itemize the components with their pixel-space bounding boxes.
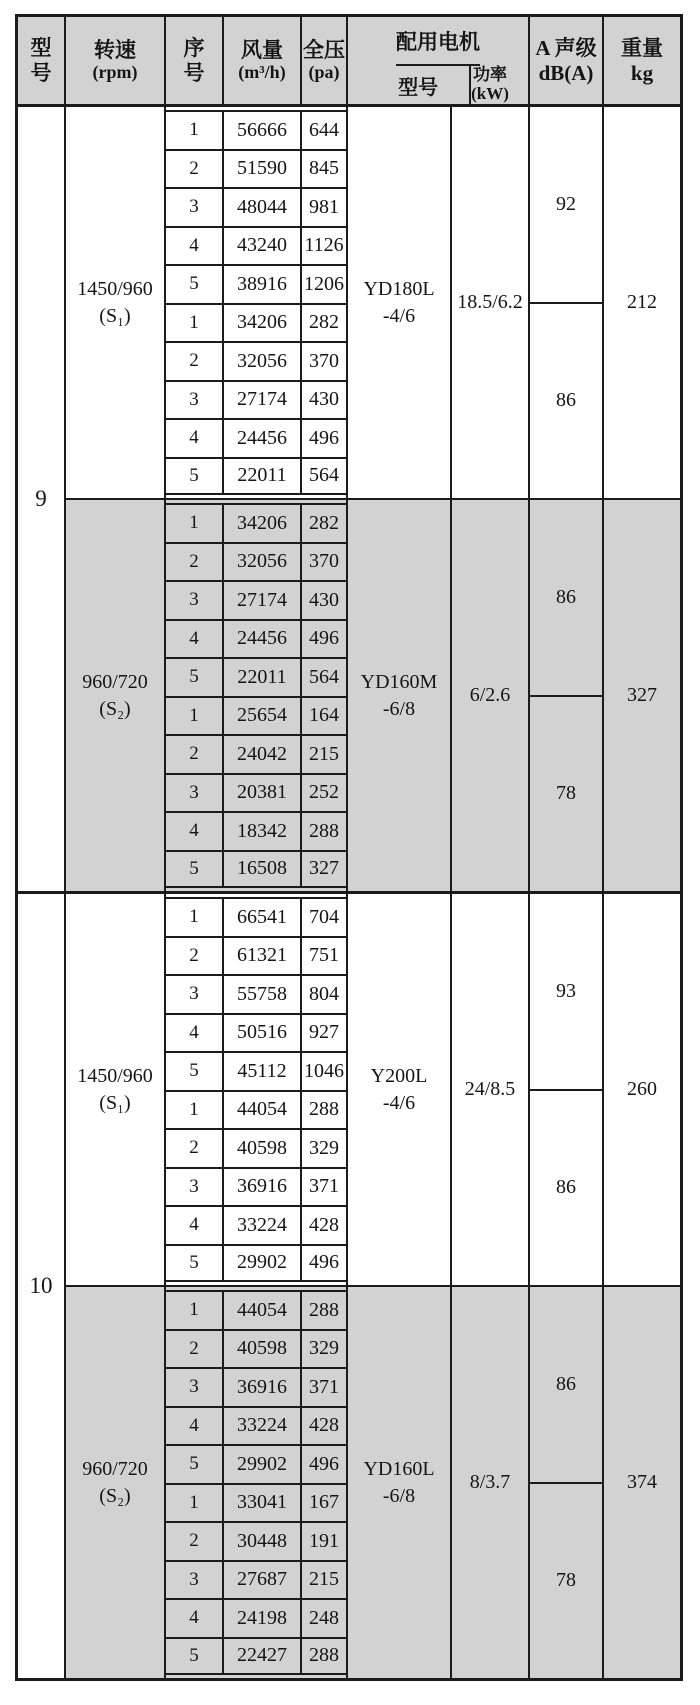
air-flow-value: 22011: [224, 659, 302, 696]
performance-row: [166, 1090, 346, 1129]
col-header-flow: [222, 17, 300, 104]
motor-model-line2: -4/6: [382, 304, 416, 327]
performance-grid: [164, 1287, 346, 1678]
air-flow-value: 33224: [224, 1408, 302, 1445]
performance-row: [166, 542, 346, 581]
performance-row: [166, 657, 346, 696]
row-index-value: 4: [166, 1015, 224, 1052]
performance-row: [166, 380, 346, 419]
row-index-value: 4: [166, 420, 224, 457]
performance-row: [166, 1367, 346, 1406]
motor-model-line2: -6/8: [382, 697, 416, 720]
row-index-value: 4: [166, 1408, 224, 1445]
row-index-value: 3: [166, 582, 224, 619]
performance-row: [166, 850, 346, 889]
speed-value: 960/720: [82, 1457, 148, 1480]
total-pressure-value: 496: [309, 627, 339, 650]
speed-duty: (S₁): [99, 1091, 131, 1114]
noise-value-bottom: 86: [556, 1176, 576, 1199]
total-pressure-value: 371: [309, 1375, 339, 1398]
total-pressure-value: 845: [309, 157, 339, 180]
air-flow-value: 32056: [224, 544, 302, 581]
model-number: 9: [18, 107, 64, 891]
total-pressure-value: 370: [309, 349, 339, 372]
air-flow-value: 36916: [224, 1369, 302, 1406]
air-flow-value: 61321: [224, 938, 302, 975]
speed-value: 1450/960: [77, 1064, 153, 1087]
total-pressure-value: 327: [309, 857, 339, 880]
col-header-model-char2: 号: [30, 60, 52, 85]
total-pressure-value: 644: [309, 118, 339, 141]
weight-cell: 212: [602, 107, 680, 498]
performance-row: [166, 110, 346, 149]
performance-row: [166, 811, 346, 850]
performance-row: [166, 187, 346, 226]
performance-row: [166, 1290, 346, 1329]
air-flow-value: 55758: [224, 976, 302, 1013]
speed-cell: [64, 500, 164, 891]
performance-row: [166, 1483, 346, 1522]
air-flow-value: 56666: [224, 112, 302, 149]
total-pressure-value: 288: [309, 1644, 339, 1667]
col-header-motor-group-label: 配用电机: [396, 17, 480, 66]
air-flow-value: 50516: [224, 1015, 302, 1052]
row-index-value: 1: [166, 1292, 224, 1329]
total-pressure-value: 282: [309, 311, 339, 334]
air-flow-value: 66541: [224, 899, 302, 936]
air-flow-value: 27174: [224, 382, 302, 419]
row-index-value: 5: [166, 1639, 224, 1674]
col-header-noise: [528, 17, 602, 104]
air-flow-value: 34206: [224, 505, 302, 542]
power-cell: 18.5/6.2: [450, 107, 528, 498]
performance-row: [166, 974, 346, 1013]
total-pressure-value: 496: [309, 1452, 339, 1475]
row-index-value: 3: [166, 382, 224, 419]
total-pressure-value: 564: [309, 464, 339, 487]
row-index-value: 2: [166, 1130, 224, 1167]
motor-model-line1: YD160M: [360, 670, 438, 693]
motor-model-line1: YD160L: [363, 1457, 435, 1480]
air-flow-value: 22427: [224, 1639, 302, 1674]
col-header-power-label: 功率: [473, 65, 507, 85]
performance-row: [166, 773, 346, 812]
total-pressure-value: 804: [309, 982, 339, 1005]
air-flow-value: 20381: [224, 775, 302, 812]
performance-row: [166, 1329, 346, 1368]
speed-value: 1450/960: [77, 277, 153, 300]
air-flow-value: 30448: [224, 1523, 302, 1560]
row-index-value: 1: [166, 899, 224, 936]
performance-row: [166, 457, 346, 496]
performance-row: [166, 503, 346, 542]
noise-value-top: 86: [530, 500, 602, 697]
row-index-value: 3: [166, 976, 224, 1013]
model-9-sections: [64, 107, 680, 891]
noise-value-top: 92: [530, 107, 602, 304]
col-header-model: [18, 17, 64, 104]
section-model10-s2: [64, 1285, 680, 1678]
total-pressure-value: 288: [309, 1098, 339, 1121]
power-cell: 8/3.7: [450, 1287, 528, 1678]
performance-row: [166, 1013, 346, 1052]
noise-cell: [528, 107, 602, 498]
total-pressure-value: 1126: [304, 234, 344, 257]
motor-model-cell: [346, 107, 450, 498]
row-index-value: 3: [166, 1562, 224, 1599]
total-pressure-value: 371: [309, 1175, 339, 1198]
air-flow-value: 16508: [224, 852, 302, 887]
weight-cell: 260: [602, 894, 680, 1285]
total-pressure-value: 430: [309, 588, 339, 611]
total-pressure-value: 496: [309, 426, 339, 449]
performance-row: [166, 1444, 346, 1483]
row-index-value: 1: [166, 698, 224, 735]
row-index-value: 2: [166, 343, 224, 380]
air-flow-value: 27687: [224, 1562, 302, 1599]
total-pressure-value: 191: [309, 1529, 339, 1552]
row-index-value: 2: [166, 1523, 224, 1560]
power-cell: 24/8.5: [450, 894, 528, 1285]
total-pressure-value: 215: [309, 742, 339, 765]
col-header-model-char1: 型: [30, 35, 52, 60]
total-pressure-value: 288: [309, 819, 339, 842]
air-flow-value: 45112: [224, 1053, 302, 1090]
air-flow-value: 24198: [224, 1600, 302, 1637]
weight-cell: 374: [602, 1287, 680, 1678]
col-header-pressure-label: 全压: [303, 37, 345, 62]
col-header-noise-label: A 声级: [535, 35, 597, 60]
row-index-value: 5: [166, 1053, 224, 1090]
row-index-value: 5: [166, 1246, 224, 1281]
motor-model-line2: -6/8: [382, 1484, 416, 1507]
row-index-value: 4: [166, 1207, 224, 1244]
total-pressure-value: 564: [309, 665, 339, 688]
performance-row: [166, 1598, 346, 1637]
noise-value-bottom: 78: [556, 782, 576, 805]
row-index-value: 2: [166, 1331, 224, 1368]
air-flow-value: 29902: [224, 1246, 302, 1281]
col-header-index: [164, 17, 222, 104]
performance-row: [166, 580, 346, 619]
total-pressure-value: 981: [309, 195, 339, 218]
total-pressure-value: 167: [309, 1491, 339, 1514]
motor-model-line2: -4/6: [382, 1091, 416, 1114]
row-index-value: 2: [166, 938, 224, 975]
performance-grid: [164, 107, 346, 498]
speed-duty: (S₂): [99, 1484, 131, 1507]
air-flow-value: 51590: [224, 151, 302, 188]
performance-row: [166, 264, 346, 303]
row-index-value: 4: [166, 1600, 224, 1637]
total-pressure-value: 1046: [304, 1059, 344, 1082]
noise-value-bottom: 78: [556, 1569, 576, 1592]
noise-cell: [528, 1287, 602, 1678]
performance-row: [166, 303, 346, 342]
noise-value-top: 86: [530, 1287, 602, 1484]
performance-row: [166, 1244, 346, 1283]
section-model10-s1: [64, 894, 680, 1285]
row-index-value: 1: [166, 112, 224, 149]
performance-row: [166, 1406, 346, 1445]
power-cell: 6/2.6: [450, 500, 528, 891]
col-header-flow-unit: (m³/h): [238, 62, 286, 83]
performance-row: [166, 619, 346, 658]
total-pressure-value: 215: [309, 1568, 339, 1591]
performance-row: [166, 897, 346, 936]
air-flow-value: 33041: [224, 1485, 302, 1522]
row-index-value: 1: [166, 1092, 224, 1129]
total-pressure-value: 430: [309, 388, 339, 411]
total-pressure-value: 496: [309, 1251, 339, 1274]
col-header-speed: [64, 17, 164, 104]
col-header-pressure: [300, 17, 346, 104]
performance-row: [166, 1560, 346, 1599]
performance-row: [166, 226, 346, 265]
air-flow-value: 24456: [224, 420, 302, 457]
performance-row: [166, 936, 346, 975]
motor-model-cell: [346, 500, 450, 891]
speed-value: 960/720: [82, 670, 148, 693]
col-header-index-char1: 序: [183, 35, 205, 60]
air-flow-value: 40598: [224, 1130, 302, 1167]
noise-value-bottom: 86: [556, 389, 576, 412]
section-model9-s2: [64, 498, 680, 891]
row-index-value: 2: [166, 736, 224, 773]
motor-model-line1: YD180L: [363, 277, 435, 300]
row-index-value: 4: [166, 228, 224, 265]
speed-duty: (S₁): [99, 304, 131, 327]
col-header-power-unit: (kW): [471, 84, 509, 103]
performance-row: [166, 1521, 346, 1560]
row-index-value: 5: [166, 1446, 224, 1483]
col-header-motor-model: 型号: [367, 66, 471, 104]
total-pressure-value: 428: [309, 1414, 339, 1437]
col-header-motor-group: [346, 17, 528, 104]
row-index-value: 4: [166, 621, 224, 658]
performance-row: [166, 1167, 346, 1206]
performance-row: [166, 696, 346, 735]
total-pressure-value: 751: [309, 944, 339, 967]
speed-cell: [64, 894, 164, 1285]
performance-row: [166, 418, 346, 457]
performance-row: [166, 1051, 346, 1090]
col-header-weight-label: 重量: [621, 35, 663, 60]
performance-row: [166, 1205, 346, 1244]
row-index-value: 5: [166, 852, 224, 887]
performance-row: [166, 1128, 346, 1167]
row-index-value: 1: [166, 305, 224, 342]
row-index-value: 2: [166, 544, 224, 581]
total-pressure-value: 248: [309, 1606, 339, 1629]
air-flow-value: 27174: [224, 582, 302, 619]
model-10-sections: [64, 894, 680, 1678]
weight-cell: 327: [602, 500, 680, 891]
motor-model-cell: [346, 894, 450, 1285]
air-flow-value: 44054: [224, 1092, 302, 1129]
col-header-pressure-unit: (pa): [308, 62, 340, 83]
noise-cell: [528, 894, 602, 1285]
row-index-value: 3: [166, 1369, 224, 1406]
air-flow-value: 40598: [224, 1331, 302, 1368]
speed-cell: [64, 1287, 164, 1678]
row-index-value: 3: [166, 1169, 224, 1206]
total-pressure-value: 329: [309, 1337, 339, 1360]
air-flow-value: 24456: [224, 621, 302, 658]
row-index-value: 3: [166, 189, 224, 226]
row-index-value: 5: [166, 459, 224, 494]
noise-value-top: 93: [530, 894, 602, 1091]
total-pressure-value: 164: [309, 704, 339, 727]
performance-row: [166, 149, 346, 188]
air-flow-value: 18342: [224, 813, 302, 850]
total-pressure-value: 329: [309, 1136, 339, 1159]
total-pressure-value: 282: [309, 511, 339, 534]
row-index-value: 5: [166, 659, 224, 696]
section-model9-s1: [64, 107, 680, 498]
motor-model-line1: Y200L: [370, 1064, 428, 1087]
performance-row: [166, 1637, 346, 1676]
row-index-value: 4: [166, 813, 224, 850]
table-header: [18, 17, 680, 107]
col-header-index-char2: 号: [183, 60, 205, 85]
row-index-value: 1: [166, 505, 224, 542]
total-pressure-value: 1206: [304, 272, 344, 295]
performance-grid: [164, 500, 346, 891]
air-flow-value: 24042: [224, 736, 302, 773]
air-flow-value: 32056: [224, 343, 302, 380]
total-pressure-value: 428: [309, 1213, 339, 1236]
row-index-value: 5: [166, 266, 224, 303]
col-header-power: [471, 66, 509, 104]
air-flow-value: 36916: [224, 1169, 302, 1206]
motor-model-cell: [346, 1287, 450, 1678]
col-header-flow-label: 风量: [241, 37, 283, 62]
fan-spec-table: [15, 14, 683, 1681]
speed-duty: (S₂): [99, 697, 131, 720]
noise-cell: [528, 500, 602, 891]
performance-row: [166, 734, 346, 773]
performance-grid: [164, 894, 346, 1285]
air-flow-value: 34206: [224, 305, 302, 342]
air-flow-value: 48044: [224, 189, 302, 226]
total-pressure-value: 252: [309, 781, 339, 804]
col-header-weight-unit: kg: [630, 60, 654, 85]
col-header-weight: [602, 17, 680, 104]
speed-cell: [64, 107, 164, 498]
air-flow-value: 29902: [224, 1446, 302, 1483]
model-number: 10: [18, 894, 64, 1678]
total-pressure-value: 288: [309, 1298, 339, 1321]
air-flow-value: 25654: [224, 698, 302, 735]
air-flow-value: 43240: [224, 228, 302, 265]
row-index-value: 2: [166, 151, 224, 188]
row-index-value: 3: [166, 775, 224, 812]
col-header-noise-unit: dB(A): [538, 60, 594, 85]
air-flow-value: 33224: [224, 1207, 302, 1244]
air-flow-value: 44054: [224, 1292, 302, 1329]
row-index-value: 1: [166, 1485, 224, 1522]
air-flow-value: 22011: [224, 459, 302, 494]
col-header-speed-unit: (rpm): [92, 62, 138, 83]
motor-subheader-row: [367, 66, 509, 104]
model-9-block: [18, 107, 680, 891]
air-flow-value: 38916: [224, 266, 302, 303]
total-pressure-value: 927: [309, 1021, 339, 1044]
model-10-block: [18, 891, 680, 1678]
performance-row: [166, 341, 346, 380]
col-header-speed-label: 转速: [94, 37, 136, 62]
total-pressure-value: 370: [309, 550, 339, 573]
total-pressure-value: 704: [309, 905, 339, 928]
